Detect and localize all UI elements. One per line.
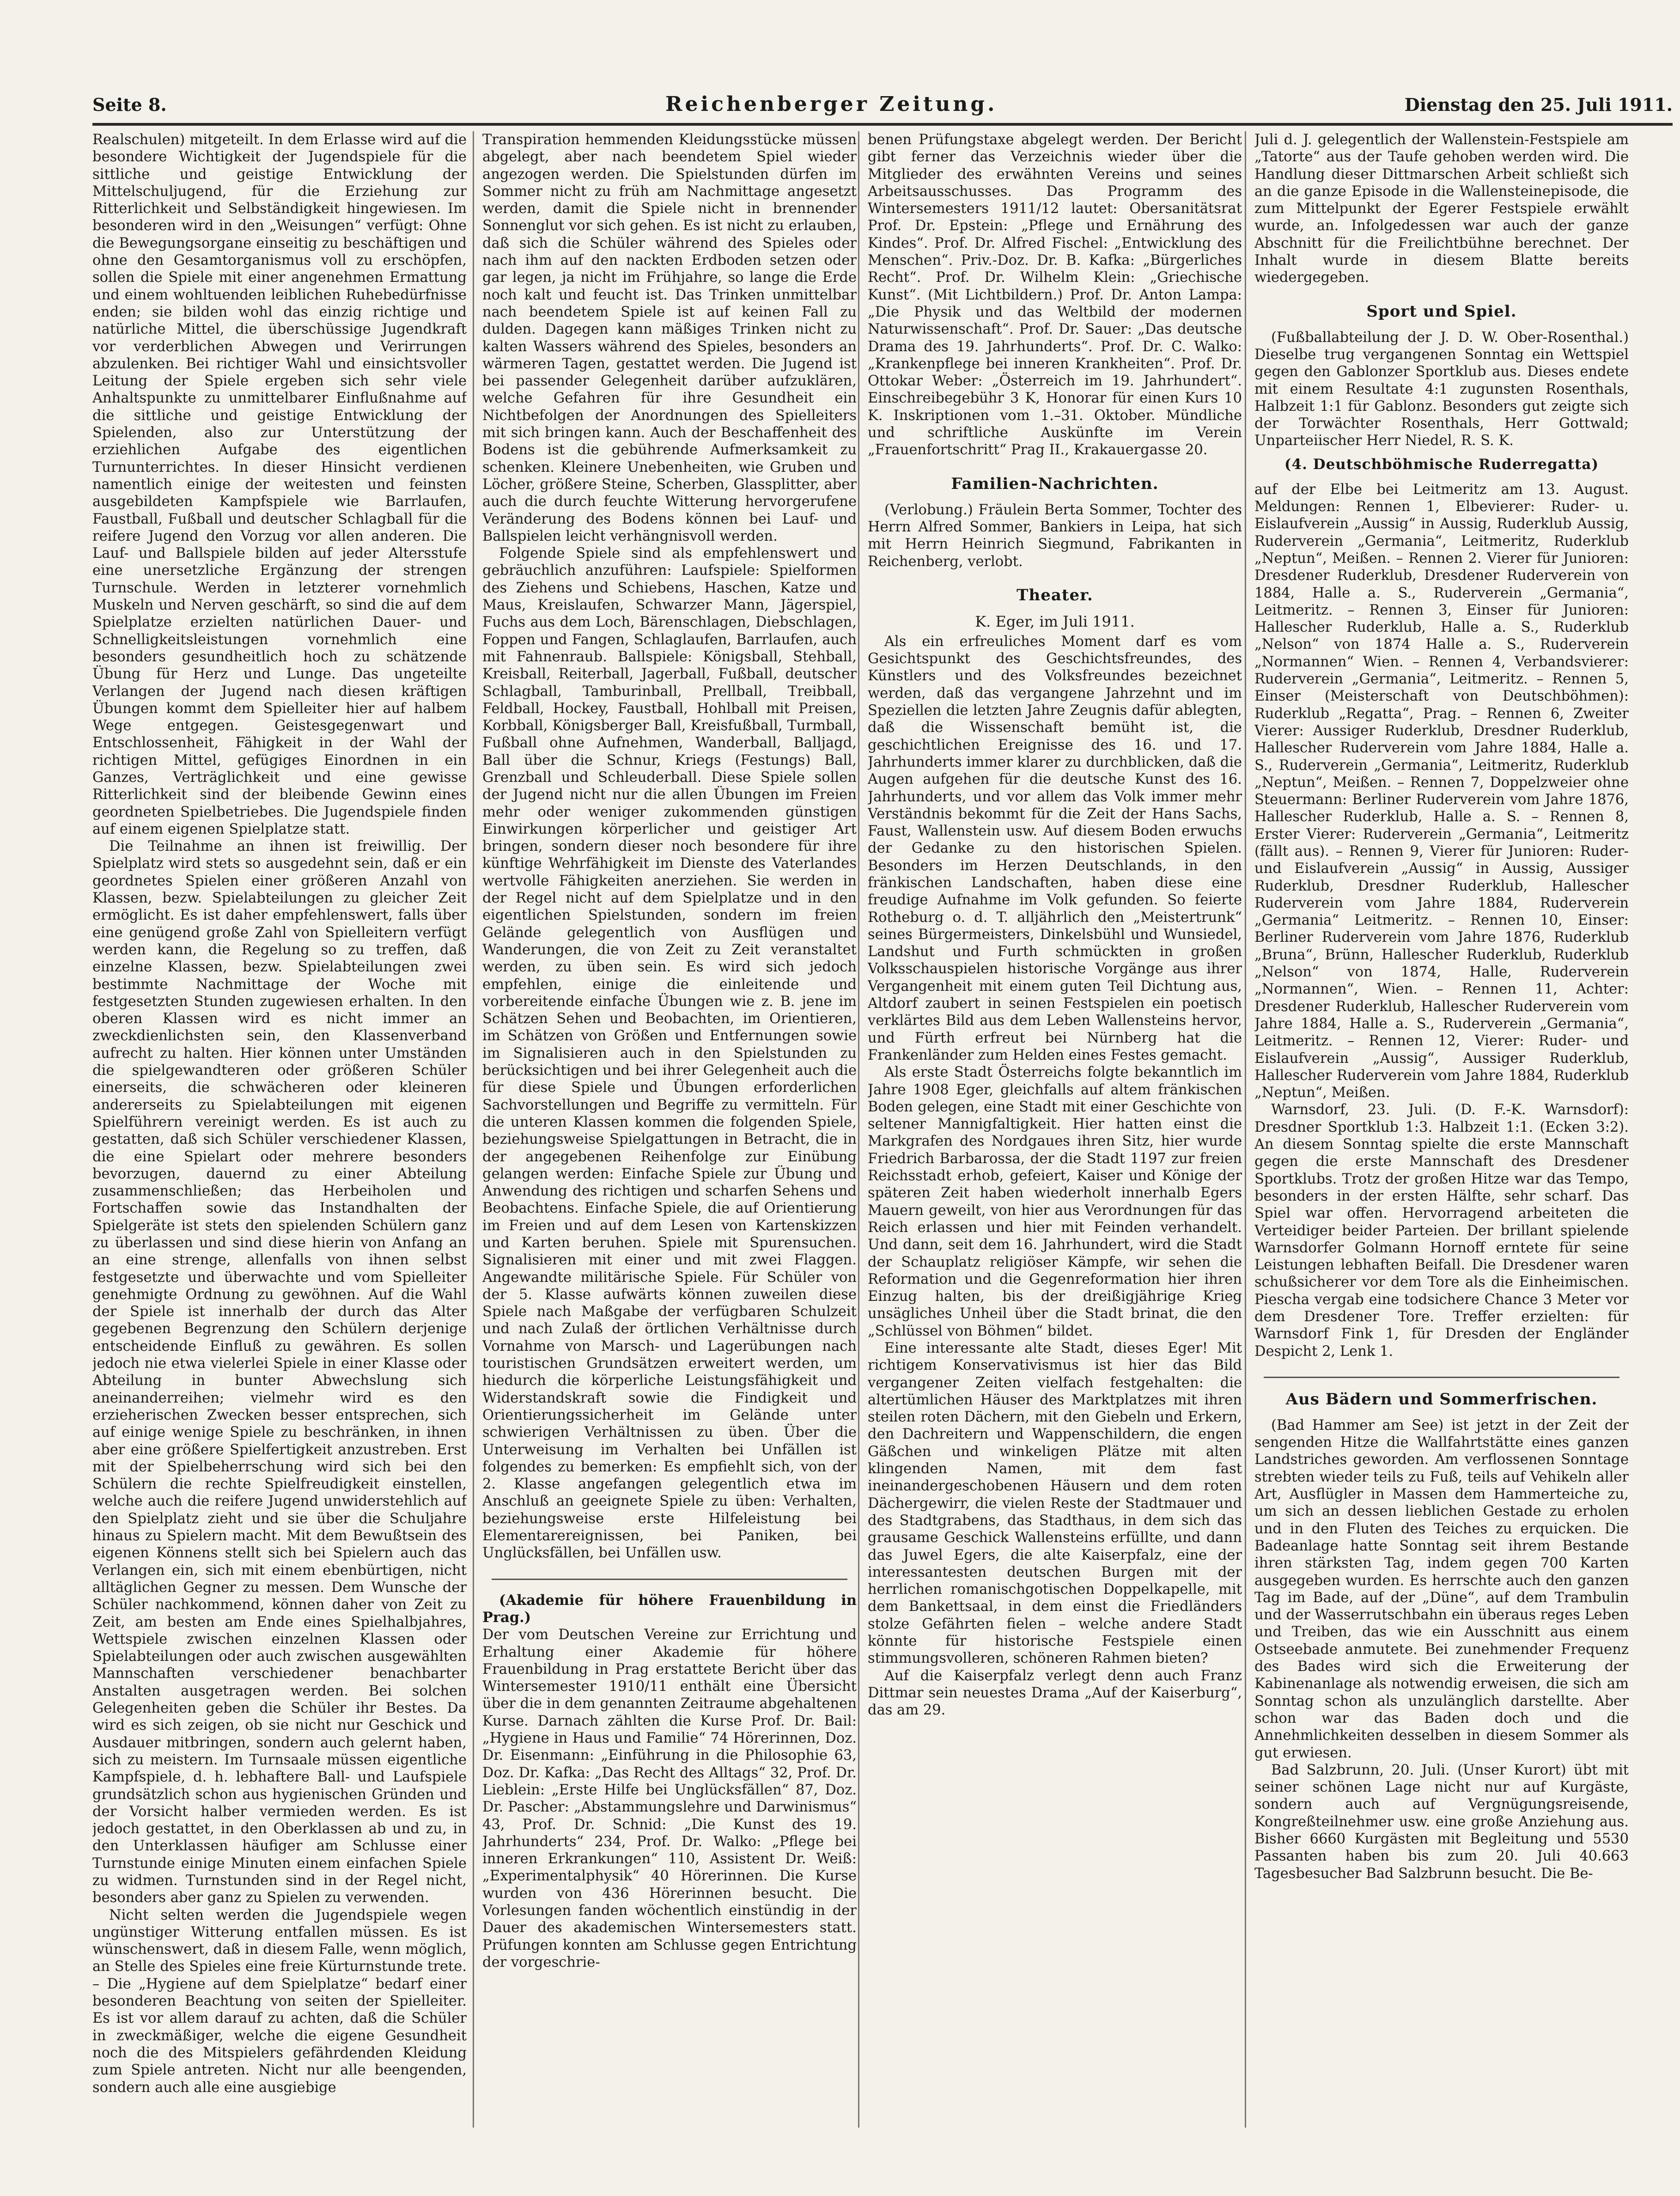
section-divider xyxy=(1264,1377,1619,1378)
article-paragraph: Folgende Spiele sind als empfehlenswert und gebräuchlich anzuführen: Laufspiele: Spielformen des Ziehens und Schiebens, Haschen, Katze und Maus, Kreislaufen, Schwarzer Mann, Jägerspiel, Fuchs aus dem Loch, Bärenschlagen, Diebschlagen, Foppen und Fangen, Schlaglaufen, Barrlaufen, auch mit Fahnenraub. Ballspiele: Königsball, Stehball, Kreisball, Reiterball, Jagerball, Fußball, deutscher Schlagball, Tamburinball, Prellball, Treibball, Feldball, Hockey, Faustball, Hohlball mit Preisen, Korbball, Königsberger Ball, Kreisfußball, Turmball, Fußball ohne Aufnehmen, Wanderball, Balljagd, Ball über die Schnur, Kriegs (Festungs) Ball, Grenzball und Schleuderball. Diese Spiele sollen der Jugend nicht nur die allen Übungen im Freien mehr oder weniger zukommenden günstigen Einwirkungen körperlicher und geistiger Art bringen, sondern dieser noch besondere für ihre künftige Wehrfähigkeit im Dienste des Vaterlandes wertvolle Fähigkeiten anerziehen. Sie werden in der Regel nicht auf dem Spielplatze und in den eigentlichen Spielstunden, sondern im freien Gelände gelegentlich von Ausflügen und Wanderungen, die von Zeit zu Zeit veranstaltet werden, zu üben sein. Es wird sich jedoch empfehlen, einige die einleitende und vorbereitende einfache Übungen wie z. B. jene im Schätzen Sehen und Beobachten, im Orientieren, im Schätzen von Größen und Entfernungen sowie im Signalisieren auch in den Spielstunden zu berücksichtigen und bei ihrer Gelegenheit auch die für diese Spiele und Übungen erforderlichen Sachvorstellungen und Begriffe zu vermitteln. Für die unteren Klassen kommen die folgenden Spiele, beziehungsweise Spielgattungen in Betracht, die in der angegebenen Reihenfolge zur Einübung gelangen werden: Einfache Spiele zur Übung und Anwendung des richtigen und scharfen Sehens und Beobachtens. Einfache Spiele, die auf Orientierung im Freien und auf dem Lesen von Kartenskizzen und Karten beruhen. Spiele mit Spurensuchen. Signalisieren mit einer und mit zwei Flaggen. Angewandte militärische Spiele. Für Schüler von der 5. Klasse aufwärts können zuweilen diese Spiele nach Maßgabe der verfügbaren Schulzeit und nach Zulaß der örtlichen Verhältnisse durch Vornahme von Marsch- und Lagerübungen nach touristischen Grundsätzen erweitert werden, um hiedurch die körperliche Leistungsfähigkeit und Widerstandskraft sowie die Findigkeit und Orientierungssicherheit im Gelände unter schwierigen Verhältnissen zu üben. Über die Unterweisung im Verhalten bei Unfällen ist folgendes zu bemerken: Es empfiehlt sich, von der 2. Klasse angefangen gelegentlich etwa im Anschluß an geeignete Spiele zu üben: Verhalten, beziehungsweise erste Hilfeleistung bei Elementarereignissen, bei Paniken, bei Unglücksfällen, bei Unfällen usw. xyxy=(482,545,857,1562)
article-paragraph: Realschulen) mitgeteilt. In dem Erlasse wird auf die besondere Wichtigkeit der Jugendspiele für die sittliche und geistige Entwicklung der Mittelschuljugend, für die Erziehung zur Ritterlichkeit und Selbständigkeit hingewiesen. Im besonderen wird in den „Weisungen“ verfügt: Ohne die Bewegungsorgane einseitig zu beschäftigen und ohne den Gesamtorganismus voll zu erschöpfen, sollen die Spiele mit einer angenehmen Ermattung und einem wohltuenden leiblichen Ruhebedürfnisse enden; sie bilden wohl das einzig richtige und natürliche Mittel, die überschüssige Jugendkraft vor verderblichen Abwegen und Verirrungen abzulenken. Bei richtiger Wahl und einsichtsvoller Leitung der Spiele ergeben sich sehr viele Anhaltspunkte zu unmittelbarer Einflußnahme auf die sittliche und geistige Entwicklung der Spielenden, also zur Unterstützung der erziehlichen Aufgabe des eigentlichen Turnunterrichtes. In dieser Hinsicht verdienen namentlich einige der weitesten und feinsten ausgebildeten Kampfspiele wie Barrlaufen, Faustball, Fußball und deutscher Schlagball für die reifere Jugend den Vorzug vor allen anderen. Die Lauf- und Ballspiele bilden auf jeder Altersstufe eine unersetzliche Ergänzung der strengen Turnschule. Werden in letzterer vornehmlich Muskeln und Nerven geschärft, so sind die auf dem Spielplatze erzielten natürlichen Dauer- und Schnelligkeitsleistungen vornehmlich eine besonders gesundheitlich hoch zu schätzende Übung für Herz und Lunge. Das ungeteilte Verlangen der Jugend nach diesen kräftigen Übungen kommt dem Spielleiter hier auf halbem Wege entgegen. Geistesgegenwart und Entschlossenheit, Fähigkeit in der Wahl der richtigen Mittel, gefügiges Einordnen in ein Ganzes, Verträglichkeit und eine gewisse Ritterlichkeit sind der bleibende Gewinn eines geordneten Spielbetriebes. Die Jugendspiele finden auf einem eigenen Spielplatze statt. xyxy=(92,132,467,837)
page-number: Seite 8. xyxy=(92,94,167,115)
article-paragraph: Transpiration hemmenden Kleidungsstücke müssen abgelegt, aber nach beendetem Spiel wieder angezogen werden. Die Spielstunden dürfen im Sommer nicht zu früh am Nachmittage angesetzt werden, damit die Spiele nicht in brennender Sonnenglut vor sich gehen. Es ist nicht zu erlauben, daß sich die Schüler während des Spieles oder nach ihm auf den nackten Erdboden setzen oder gar legen, ja nicht im Frühjahre, so lange die Erde noch kalt und feucht ist. Das Trinken unmittelbar nach beendetem Spiele ist auf keinen Fall zu dulden. Dagegen kann mäßiges Trinken nicht zu kalten Wassers während des Spieles, besonders an wärmeren Tagen, gestattet werden. Die Jugend ist bei passender Gelegenheit darüber aufzuklären, welche Gefahren für ihre Gesundheit ein Nichtbefolgen der Anordnungen des Spielleiters mit sich bringen kann. Auch der Beschaffenheit des Bodens ist die gebührende Aufmerksamkeit zu schenken. Kleinere Unebenheiten, wie Gruben und Löcher, größere Steine, Scherben, Glassplitter, aber auch die durch feuchte Witterung hervorgerufene Veränderung des Bodens können bei Lauf- und Ballspielen leicht verhängnisvoll werden. xyxy=(482,132,857,544)
article-paragraph: benen Prüfungstaxe abgelegt werden. Der Bericht gibt ferner das Verzeichnis wieder über die Mitglieder des erwähnten Vereins und seines Arbeitsausschusses. Das Programm des Wintersemesters 1911/12 lautet: Obersanitätsrat Prof. Dr. Epstein: „Pflege und Ernährung des Kindes“. Prof. Dr. Alfred Fischel: „Entwicklung des Menschen“. Priv.-Doz. Dr. B. Kafka: „Bürgerliches Recht“. Prof. Dr. Wilhelm Klein: „Griechische Kunst“. (Mit Lichtbildern.) Prof. Dr. Anton Lampa: „Die Physik und das Weltbild der modernen Naturwissenschaft“. Prof. Dr. Sauer: „Das deutsche Drama des 19. Jahrhunderts“. Prof. Dr. C. Walko: „Krankenpflege bei inneren Krankheiten“. Prof. Dr. Ottokar Weber: „Österreich im 19. Jahrhundert“. Einschreibegebühr 3 K, Honorar für einen Kurs 10 K. Inskriptionen vom 1.–31. Oktober. Mündliche und schriftliche Auskünfte im Verein „Frauenfortschritt“ Prag II., Krakauergasse 20. xyxy=(868,132,1242,458)
article-paragraph: Juli d. J. gelegentlich der Wallenstein-Festspiele am „Tatorte“ aus der Taufe gehoben werden wird. Die Handlung dieser Dittmarschen Arbeit schließt sich an die ganze Episode in die Wallensteinepisode, die zum Mittelpunkt der Egerer Festspiele erwählt wurde, an. Infolgedessen war auch der ganze Abschnitt für die Freilichtbühne berechnet. Der Inhalt wurde in diesem Blatte bereits wiedergegeben. xyxy=(1254,132,1629,286)
column-4 xyxy=(1254,131,1629,2137)
family-news-heading: Familien-Nachrichten. xyxy=(951,474,1159,493)
spa-heading: Aus Bädern und Sommerfrischen. xyxy=(1285,1390,1598,1409)
article-paragraph: Die Teilnahme an ihnen ist freiwillig. Der Spielplatz wird stets so ausgedehnt sein, daß er ein geordnetes Spielen einer größeren Anzahl von Klassen, bezw. Spielabteilungen zu gleicher Zeit ermöglicht. Es ist daher empfehlenswert, falls über eine genügend große Zahl von Spielleitern verfügt werden kann, die Regelung so zu treffen, daß einzelne Klassen, bezw. Spielabteilungen zwei bestimmte Nachmittage der Woche mit festgesetzten Stunden zugewiesen erhalten. In den oberen Klassen wird es nicht immer an zweckdienlichsten sein, den Klassenverband aufrecht zu halten. Hier können unter Umständen die spielgewandteren oder größeren Schüler einerseits, die schwächeren oder kleineren andererseits zu Spielabteilungen mit eigenen Spielführern vereinigt werden. Es ist auch zu gestatten, daß sich Schüler verschiedener Klassen, die eine Spielart oder mehrere besonders bevorzugen, dauernd zu einer Abteilung zusammenschließen; das Herbeiholen und Fortschaffen sowie das Instandhalten der Spielgeräte ist stets den spielenden Schülern ganz zu überlassen und sind diese hierin von Anfang an an eine strenge, allenfalls von ihnen selbst festgesetzte und überwachte und vom Spielleiter genehmigte Ordnung zu gewöhnen. Auf die Wahl der Spiele ist innerhalb der durch das Alter gegebenen Begrenzung den Schülern derjenige entscheidende Einfluß zu gewähren. Es sollen jedoch nie etwa vielerlei Spiele in einer Klasse oder Abteilung in bunter Abwechslung sich aneinanderreihen; vielmehr wird es den erzieherischen Zwecken besser entsprechen, sich auf einige wenige Spiele zu beschränken, in ihnen aber eine größere Spielfertigkeit anzustreben. Erst mit der Spielbeherrschung wird sich bei den Schülern die rechte Spielfreudigkeit einstellen, welche auch die reifere Jugend unwiderstehlich auf den Spielplatz zieht und sie über die Schuljahre hinaus zu Spielern macht. Mit dem Bewußtsein des eigenen Könnens stellt sich bei Spielern auch das Verlangen ein, sich mit einem ebenbürtigen, nicht alltäglichen Gegner zu messen. Dem Wunsche der Schüler nachkommend, können daher von Zeit zu Zeit, am besten am Ende eines Spielhalbjahres, Wettspiele zwischen einzelnen Klassen oder Spielabteilungen oder auch zwischen ausgewählten Mannschaften verschiedener benachbarter Anstalten ausgetragen werden. Bei solchen Gelegenheiten geben die Schüler ihr Bestes. Da wird es sich zeigen, ob sie nicht nur Geschick und Ausdauer mitbringen, sondern auch gelernt haben, sich zu meistern. Im Turnsaale müssen eigentliche Kampfspiele, d. h. lebhaftere Ball- und Laufspiele grundsätzlich schon aus hygienischen Gründen und der Vorsicht halber vermieden werden. Es ist jedoch gestattet, in den Oberklassen ab und zu, in den Unterklassen häufiger am Schlusse einer Turnstunde einige Minuten einem einfachen Spiele zu widmen. Turnstunden sind in der Regel nicht, besonders aber ganz zu Spielen zu verwenden. xyxy=(92,838,467,1906)
warnsdorf-report: Warnsdorf, 23. Juli. (D. F.-K. Warnsdorf): Dresdner Sportklub 1:3. Halbzeit 1:1. (Ecken 3:2). An diesem Sonntag spielte die erste Mannschaft gegen die erste Mannschaft des Dresdener Sportklubs. Trotz der großen Hitze war das Tempo, besonders in der ersten Hälfte, sehr scharf. Das Spiel war offen. Hervorragend arbeiteten die Verteidiger beider Parteien. Der brillant spielende Warnsdorfer Golmann Hornoff erntete für seine Leistungen lebhaften Beifall. Die Dresdener waren schußsicherer vor dem Tore als die Einheimischen. Piescha vergab eine todsichere Chance 3 Meter vor dem Dresdener Tore. Treffer erzielten: für Warnsdorf Fink 1, für Dresden der Engländer Despicht 2, Lenk 1. xyxy=(1254,1102,1629,1360)
theater-dateline: K. Eger, im Juli 1911. xyxy=(975,612,1135,630)
theater-paragraph: Auf die Kaiserpfalz verlegt denn auch Franz Dittmar sein neuestes Drama „Auf der Kaiserburg“, das am 29. xyxy=(868,1667,1242,1719)
hammer-report: (Bad Hammer am See) ist jetzt in der Zeit der sengenden Hitze die Wallfahrtstätte eines ganzen Landstriches geworden. Am verflossenen Sonntage strebten wieder teils zu Fuß, teils auf Vehikeln aller Art, Ausflügler in Massen dem Hammerteiche zu, um sich an dessen lieblichen Gestade zu erholen und in den Fluten des Teiches zu erquicken. Die Badeanlage hatte Sonntag seit ihrem Bestande ihren stärksten Tag, indem gegen 700 Karten ausgegeben wurden. Es herrschte auch den ganzen Tag im Bade, auf der „Düne“, auf dem Trambulin und der Wasserrutschbahn ein überaus reges Leben und Treiben, das wie ein Ausschnitt aus einem Ostseebade anmutete. Bei zunehmender Frequenz des Bades wird sich die Erweiterung der Kabinenanlage als notwendig erweisen, die sich am Sonntag schon als unzulänglich darstellte. Aber schon war das Baden doch und die Annehmlichkeiten desselben in diesem Sommer als gut erwiesen. xyxy=(1254,1417,1629,1761)
column-divider xyxy=(473,131,474,2128)
column-1 xyxy=(92,131,467,2132)
column-divider xyxy=(858,131,859,2128)
issue-date: Dienstag den 25. Juli 1911. xyxy=(1404,94,1673,115)
column-3 xyxy=(868,131,1242,2141)
page-header xyxy=(92,91,1673,120)
theater-paragraph: Als ein erfreuliches Moment darf es vom Gesichtspunkt des Geschichtsfreundes, des Künstlers und des Volksfreundes bezeichnet werden, daß das vergangene Jahrzehnt und im Speziellen die letzten Jahre Zeugnis dafür ablegten, daß die Wissenschaft bemüht ist, die geschichtlichen Ereignisse des 16. und 17. Jahrhunderts immer klarer zu durchblicken, daß die Augen aufgehen für die deutsche Kunst des 16. Jahrhunderts, und vor allem das Volk immer mehr Verständnis bekommt für die Zeit der Hans Sachs, Faust, Wallenstein usw. Auf diesem Boden erwuchs der Gedanke zu den historischen Spielen. Besonders im Herzen Deutschlands, in den fränkischen Landschaften, haben diese eine freudige Aufnahme im Volk gefunden. So feierte Rotheburg o. d. T. alljährlich den „Meistertrunk“ seines Bürgermeisters, Dinkelsbühl und Wunsiedel, Landshut und Furth schmückten in großen Volksschauspielen historische Vorgänge aus ihrer Vergangenheit mit einem guten Teil Dichtung aus, Altdorf zaubert in seinen Festspielen ein poetisch verklärtes Bild aus dem Leben Wallensteins hervor, und Fürth erfreut bei Nürnberg hat die Frankenländer zum Helden eines Festes gemacht. xyxy=(868,633,1242,1063)
engagement-notice: (Verlobung.) Fräulein Berta Sommer, Tochter des Herrn Alfred Sommer, Bankiers in Leipa, hat sich mit Herrn Heinrich Siegmund, Fabrikanten in Reichenberg, verlobt. xyxy=(868,501,1242,570)
football-report: (Fußballabteilung der J. D. W. Ober-Rosenthal.) Dieselbe trug vergangenen Sonntag ein Wettspiel gegen den Gablonzer Sportklub aus. Dieses endete mit einem Resultate 4:1 zugunsten Rosenthals, Halbzeit 1:1 für Gablonz. Besonders gut zeigte sich der Torwächter Rosenthals, Herr Gottwald; Unparteiischer Herr Niedel, R. S. K. xyxy=(1254,329,1629,449)
academy-heading: (Akademie für höhere Frauenbildung in Prag.) xyxy=(482,1592,857,1626)
academy-article: Der vom Deutschen Vereine zur Errichtung und Erhaltung einer Akademie für höhere Frauenbildung in Prag erstattete Bericht über das Wintersemester 1910/11 enthält eine Übersicht über die in dem genannten Zeitraume abgehaltenen Kurse. Darnach zählten die Kurse Prof. Dr. Bail: „Hygiene in Haus und Familie“ 74 Hörerinnen, Doz. Dr. Eisenmann: „Einführung in die Philosophie 63, Doz. Dr. Kafka: „Das Recht des Alltags“ 32, Prof. Dr. Lieblein: „Erste Hilfe bei Unglücksfällen“ 87, Doz. Dr. Pascher: „Abstammungslehre und Darwinismus“ 43, Prof. Dr. Schnid: „Die Kunst des 19. Jahrhunderts“ 234, Prof. Dr. Walko: „Pflege bei inneren Erkrankungen“ 110, Assistent Dr. Weiß: „Experimentalphysik“ 40 Hörerinnen. Die Kurse wurden von 436 Hörerinnen besucht. Die Vorlesungen fanden wöchentlich einstündig in der Dauer des akademischen Wintersemesters statt. Prüfungen konnten am Schlusse gegen Entrichtung der vorgeschrie- xyxy=(482,1627,857,1970)
article-paragraph: Nicht selten werden die Jugendspiele wegen ungünstiger Witterung entfallen müssen. Es ist wünschenswert, daß in diesem Falle, wenn möglich, an Stelle des Spieles eine freie Kürturnstunde trete. – Die „Hygiene auf dem Spielplatze“ bedarf einer besonderen Beachtung von seiten der Spielleiter. Es ist vor allem darauf zu achten, daß die Schüler in zweckmäßiger, welche die eigene Gesundheit noch die des Mitspielers gefährdenden Kleidung zum Spiele antreten. Nicht nur alle beengenden, sondern auch alle eine ausgiebige xyxy=(92,1907,467,2096)
theater-paragraph: Eine interessante alte Stadt, dieses Eger! Mit richtigem Konservativismus ist hier das Bild vergangener Zeiten vielfach festgehalten: die altertümlichen Häuser des Marktplatzes mit ihren steilen roten Dächern, mit den Giebeln und Erkern, den Dachreitern und Wappenschildern, die engen Gäßchen und winkeligen Plätze mit alten klingenden Namen, mit dem fast ineinandergeschobenen Häusern und dem roten Dächergewirr, die vielen Reste der Stadtmauer und des Stadtgrabens, das Stadthaus, in dem sich das grausame Geschick Wallensteins erfüllte, und dann das Juwel Egers, die alte Kaiserpfalz, eine der interessantesten deutschen Burgen mit der herrlichen romanischgotischen Doppelkapelle, mit dem Bankettsaal, in dem einst die Friedländers stolze Gefährten fielen – welche andere Stadt könnte für historische Festspiele einen stimmungsvolleren, schöneren Rahmen bieten? xyxy=(868,1340,1242,1667)
regatta-heading: (4. Deutschböhmische Ruderregatta) xyxy=(1284,456,1599,473)
sport-heading: Sport und Spiel. xyxy=(1366,302,1517,321)
column-divider xyxy=(1245,131,1246,2128)
theater-paragraph: Als erste Stadt Österreichs folgte bekanntlich im Jahre 1908 Eger, gleichfalls auf altem fränkischen Boden gelegen, eine Stadt mit einer Geschichte von seltener Mannigfaltigkeit. Hier hatten einst die Markgrafen des Nordgaues ihren Sitz, hier wurde Friedrich Barbarossa, der die Stadt 1197 zur freien Reichsstadt erhob, gefeiert, Kaiser und Könige der späteren Zeit haben wiederholt innerhalb Egers Mauern geweilt, von hier aus Verordnungen für das Reich erlassen und hier mit Feinden verhandelt. Und dann, seit dem 16. Jahrhundert, wird die Stadt der Schauplatz religiöser Kämpfe, wir sehen die Reformation und die Gegenreformation hier ihren Einzug halten, bis der dreißigjährige Krieg unsägliches Unheil über die Stadt brinat, die den „Schlüssel von Böhmen“ bildet. xyxy=(868,1064,1242,1339)
newspaper-title: Reichenberger Zeitung. xyxy=(665,92,998,116)
salzbrunn-report: Bad Salzbrunn, 20. Juli. (Unser Kurort) übt mit seiner schönen Lage nicht nur auf Kurgäste, sondern auch auf Vergnügungsreisende, Kongreßteilnehmer usw. eine große Anziehung aus. Bisher 6660 Kurgästen mit Begleitung und 5530 Passanten haben bis zum 20. Juli 40.663 Tagesbesucher Bad Salzbrunn besucht. Die Be- xyxy=(1254,1762,1629,1882)
theater-heading: Theater. xyxy=(1017,586,1093,604)
column-2 xyxy=(482,131,857,2128)
header-rule xyxy=(92,123,1673,126)
regatta-report: auf der Elbe bei Leitmeritz am 13. August. Meldungen: Rennen 1, Elbevierer: Ruder- u. Eislaufverein „Aussig“ in Aussig, Ruderklub Aussig, Ruderverein „Germania“, Leitmeritz, Ruderklub „Neptun“, Meißen. – Rennen 2. Vierer für Junioren: Dresdener Ruderklub, Dresdener Ruderverein von 1884, Halle a. S., Ruderverein „Germania“, Leitmeritz. – Rennen 3, Einser für Junioren: Hallescher Ruderklub, Halle a. S., Ruderklub „Nelson“ von 1874 Halle a. S., Ruderverein „Normannen“ Wien. – Rennen 4, Verbandsvierer: Ruderverein „Germania“, Leitmeritz. – Rennen 5, Einser (Meisterschaft von Deutschböhmen): Ruderklub „Regatta“, Prag. – Rennen 6, Zweiter Vierer: Aussiger Ruderklub, Dresdner Ruderklub, Hallescher Ruderverein vom Jahre 1884, Halle a. S., Ruderverein „Germania“, Leitmeritz, Ruderklub „Neptun“, Meißen. – Rennen 7, Doppelzweier ohne Steuermann: Berliner Ruderverein vom Jahre 1876, Hallescher Ruderklub, Halle a. S. – Rennen 8, Erster Vierer: Ruderverein „Germania“, Leitmeritz (fällt aus). – Rennen 9, Vierer für Junioren: Ruder- und Eislaufverein „Aussig“ in Aussig, Aussiger Ruderklub, Dresdner Ruderklub, Hallescher Ruderverein vom Jahre 1884, Ruderverein „Germania“ Leitmeritz. – Rennen 10, Einser: Berliner Ruderverein vom Jahre 1876, Ruderklub „Bruna“, Brünn, Hallescher Ruderklub, Ruderklub „Nelson“ von 1874, Halle, Ruderverein „Normannen“, Wien. – Rennen 11, Achter: Dresdener Ruderklub, Hallescher Ruderverein vom Jahre 1884, Halle a. S., Ruderverein „Germania“, Leitmeritz. – Rennen 12, Vierer: Ruder- und Eislaufverein „Aussig“, Aussiger Ruderklub, Hallescher Ruderverein vom Jahre 1884, Ruderklub „Neptun“, Meißen. xyxy=(1254,481,1629,1101)
section-divider xyxy=(492,1579,847,1580)
